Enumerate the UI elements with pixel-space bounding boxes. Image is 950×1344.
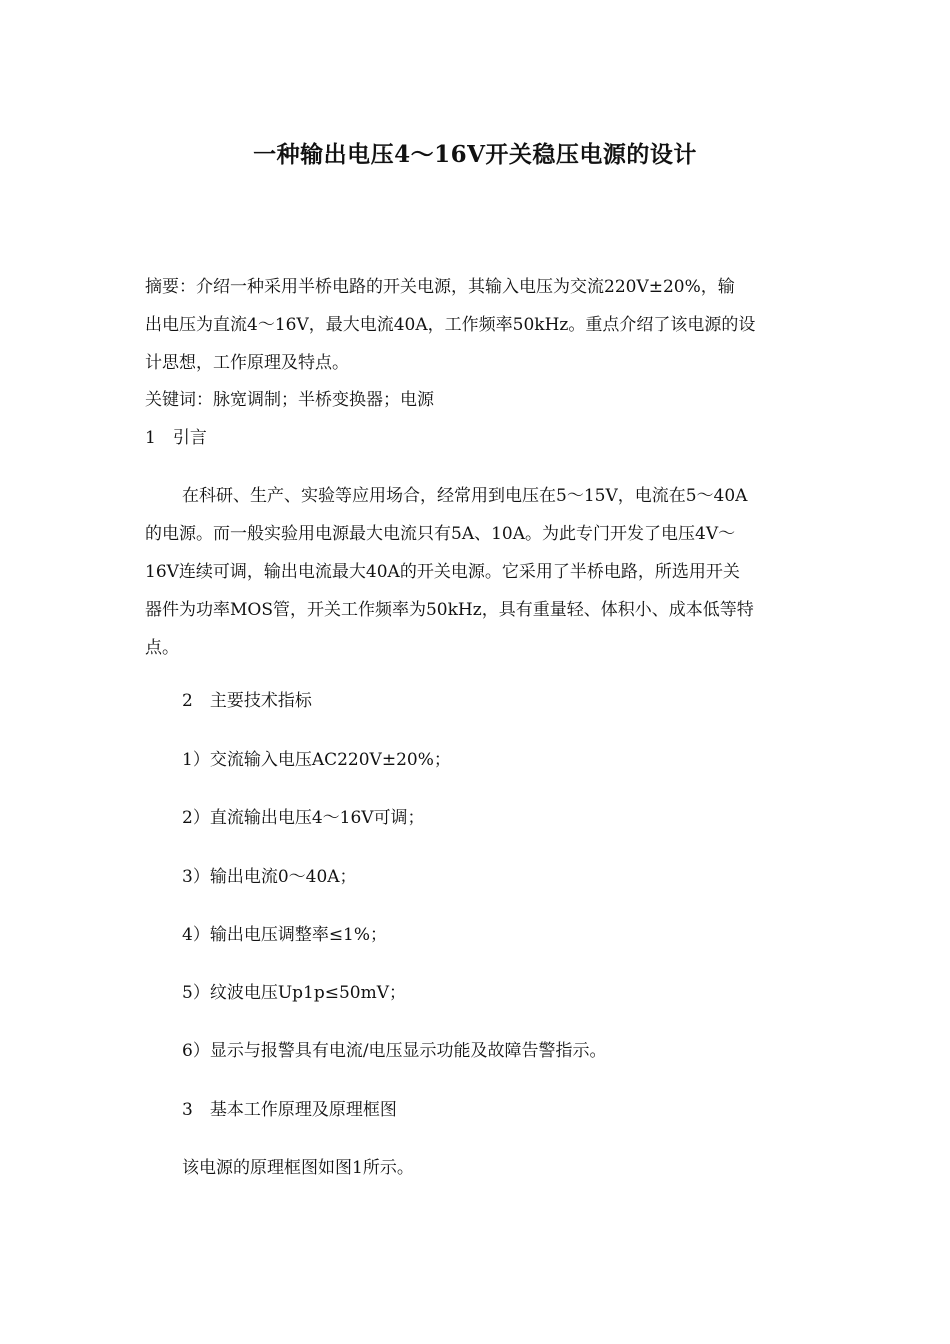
intro-line-2: 的电源。而一般实验用电源最大电流只有5A、10A。为此专门开发了电压4V～ [145, 524, 736, 544]
spec-item: 4）输出电压调整率≤1%； [182, 925, 388, 945]
spec-item: 5）纹波电压Up1p≤50mV； [182, 983, 406, 1003]
intro-line-4: 器件为功率MOS管，开关工作频率为50kHz，具有重量轻、体积小、成本低等特 [145, 600, 754, 620]
abstract-line-3: 计思想，工作原理及特点。 [145, 353, 349, 373]
spec-item: 6）显示与报警具有电流/电压显示功能及故障告警指示。 [182, 1041, 607, 1061]
section-3-heading: 3 基本工作原理及原理框图 [182, 1100, 397, 1120]
document-title: 一种输出电压4～16V开关稳压电源的设计 [253, 141, 697, 168]
intro-paragraph [145, 477, 754, 667]
intro-line-5: 点。 [145, 638, 179, 658]
intro-line-1: 在科研、生产、实验等应用场合，经常用到电压在5～15V，电流在5～40A [182, 486, 748, 506]
spec-item: 3）输出电流0～40A； [182, 867, 357, 887]
spec-item: 1）交流输入电压AC220V±20%； [182, 750, 451, 770]
section-2-heading: 2 主要技术指标 [182, 691, 312, 711]
spec-item: 2）直流输出电压4～16V可调； [182, 808, 425, 828]
intro-line-3: 16V连续可调，输出电流最大40A的开关电源。它采用了半桥电路，所选用开关 [145, 562, 740, 582]
section-1-heading: 1 引言 [145, 428, 207, 448]
abstract [145, 268, 755, 382]
abstract-line-1: 摘要：介绍一种采用半桥电路的开关电源，其输入电压为交流220V±20%，输 [145, 277, 735, 297]
keywords: 关键词：脉宽调制；半桥变换器；电源 [145, 390, 434, 410]
abstract-line-2: 出电压为直流4～16V，最大电流40A，工作频率50kHz。重点介绍了该电源的设 [145, 315, 756, 335]
section-3-text: 该电源的原理框图如图1所示。 [182, 1158, 414, 1178]
